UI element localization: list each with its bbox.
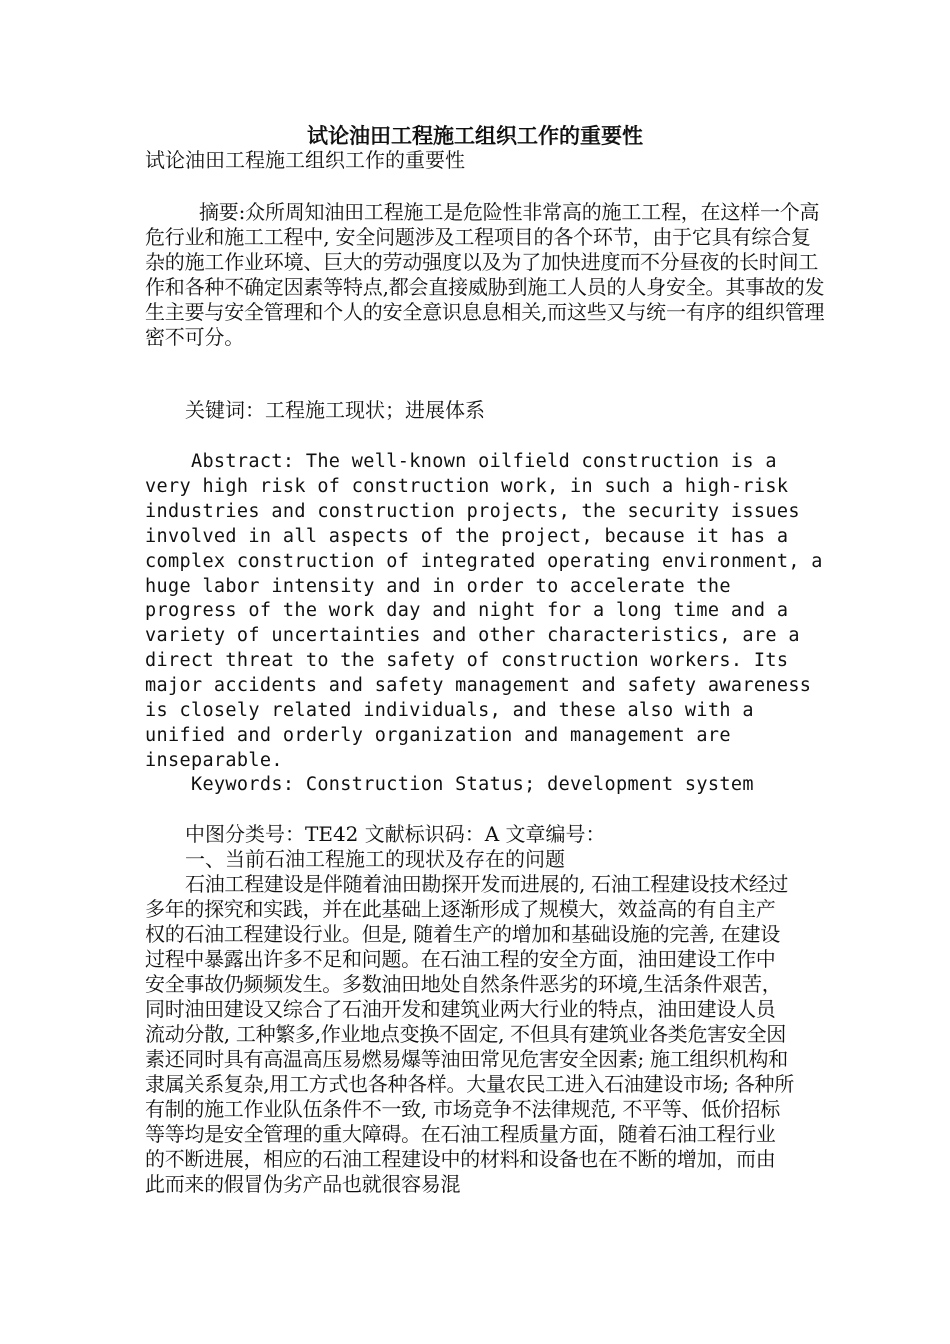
document-title: 试论油田工程施工组织工作的重要性 [307,124,643,148]
classification-line: 中图分类号：TE42 文献标识码：A 文章编号： [185,822,606,846]
section-paragraph: 石油工程建设是伴随着油田勘探开发而进展的, 石油工程建设技术经过多年的探究和实践，并在此基础上逐渐形成了规模大，效益高的有自主产权的石油工程建设行业。但是, 随着生产的增加和基础设施的完善, 在建设过程中暴露出许多不足和问题。在石油工程的安全方面，油田建设工作中安全事故仍频频发生。多数油田地处自然条件恶劣的环境,生活条件艰苦，同时油田建设又综合了石油开发和建筑业两大行业的特点，油田建设人员流动分散, 工种繁多,作业地点变换不固定, 不但具有建筑业各类危害安全因素还同时具有高温高压易燃易爆等油田常见危害安全因素; 施工组织机构和隶属关系复杂,用工方式也各种各样。大量农民工进入石油建设市场; 各种所有制的施工作业队伍条件不一致, 市场竞争不法律规范, 不平等、低价招标等等均是安全管理的重大障碍。在石油工程质量方面，随着石油工程行业的不断进展，相应的石油工程建设中的材料和设备也在不断的增加，而由此而来的假冒伪劣产品也就很容易混 [145,872,794,1196]
document-subtitle: 试论油田工程施工组织工作的重要性 [145,148,465,172]
abstract-chinese: 摘要:众所周知油田工程施工是危险性非常高的施工工程，在这样一个高危行业和施工工程中, 安全问题涉及工程项目的各个环节，由于它具有综合复杂的施工作业环境、巨大的劳动强度以及为了加快进度而不分昼夜的长时间工作和各种不确定因素等特点,都会直接威胁到施工人员的人身安全。其事故的发生主要与安全管理和个人的安全意识息息相关,而这些又与统一有序的组织管理密不可分。 [145,200,825,349]
keywords-chinese: 关键词：工程施工现状；进展体系 [185,398,485,422]
abstract-english: Abstract: The well-known oilfield construction is a very high risk of construction work, in such a high-risk industries and construction projects, the security issues involved in all aspects of the project, because it has a complex construction of integrated operating environment, a huge labor intensity and in order to accelerate the progress of the work day and night for a long time and a variety of uncertainties and other characteristics, are a direct threat to the safety of construction workers. Its major accidents and safety management and safety awareness is closely related individuals, and these also with a unified and orderly organization and management are inseparable. [145,451,823,771]
section-heading: 一、当前石油工程施工的现状及存在的问题 [185,847,565,871]
keywords-english: Keywords: Construction Status; development system [145,774,754,795]
